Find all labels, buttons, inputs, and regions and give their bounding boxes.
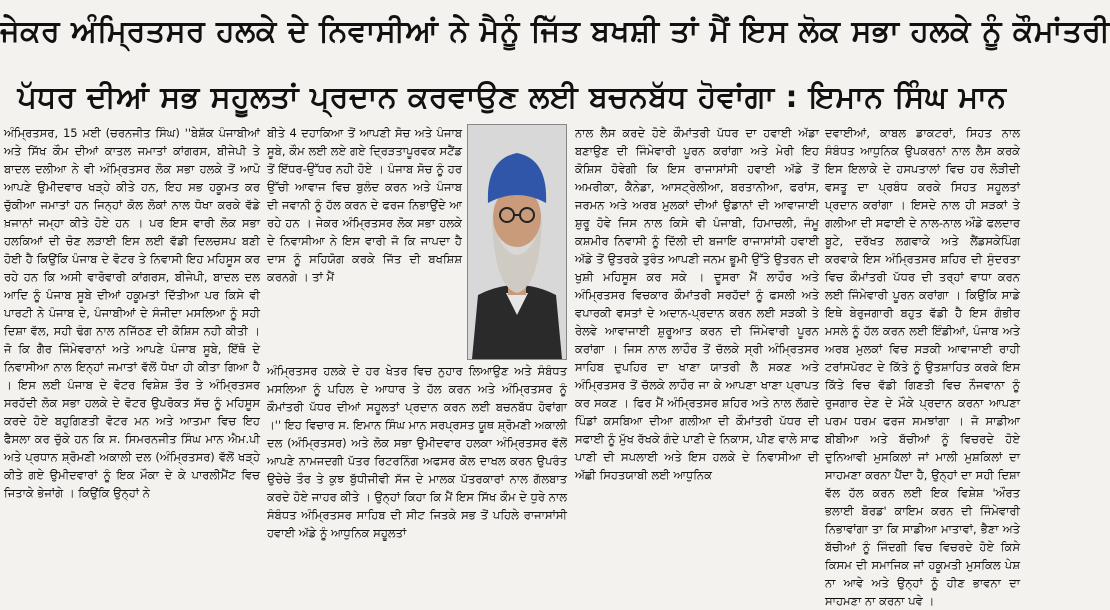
headline-line-2: ਪੱਧਰ ਦੀਆਂ ਸਭ ਸਹੂਲਤਾਂ ਪ੍ਰਦਾਨ ਕਰਵਾਉਣ ਲਈ ਬਚਨਬੱਧ ਹੋਵਾਂਗਾ : ਇਮਾਨ ਸਿੰਘ ਮਾਨ [17, 80, 1007, 115]
article-text-col4: ਦਵਾਈਆਂ, ਕਾਬਲ ਡਾਕਟਰਾਂ, ਸਿਹਤ ਨਾਲ ਸੰਬੰਧਤ ਆਧੁਨਿਕ ਉਪਕਰਨਾਂ ਨਾਲ ਲੈਸ ਕਰਕੇ ਇਸ ਇਲਾਕੇ ਦੇ ਹਸਪਤਾਲਾਂ ਵਿਚ ਹਰ ਲੋੜੀਦੀ ਵਸਤੂ ਦਾ ਪ੍ਰਬੰਧ ਕਰਕੇ ਸਿਹਤ ਸਹੂਲਤਾਂ ਪ੍ਰਦਾਨ ਕਰਾਂਗਾ । ਇਸਦੇ ਨਾਲ ਹੀ ਸੜਕਾਂ ਤੇ ਗਲੀਆ ਦੀ ਸਫਾਈ ਦੇ ਨਾਲ-ਨਾਲ ਔਡੇ ਫਲਦਾਰ ਬੂਟੇ, ਦਰੱਖਤ ਲਗਵਾਕੇ ਅਤੇ ਲੈਂਡਸਕੇਪਿੰਗ ਕਰਵਾਕੇ ਇਸ ਅੰਮ੍ਰਿਤਸਰ ਸ਼ਹਿਰ ਦੀ ਸੁੰਦਰਤਾ ਵਿਚ ਕੌਮਾਂਤਰੀ ਪੱਧਰ ਦੀ ਤਰ੍ਹਾਂ ਵਾਧਾ ਕਰਨ ਲਈ ਜਿੰਮੇਵਾਰੀ ਪੂਰਨ ਕਰਾਂਗਾ । ਕਿਉਂਕਿ ਸਾਡੇ ਇਥੇ ਬੇਰੁਜਗਾਰੀ ਬਹੁਤ ਵੱਡੀ ਹੈ ਇਸ ਗੰਭੀਰ ਮਸਲੇ ਨੂੰ ਹੱਲ ਕਰਨ ਲਈ ਇੰਡੀਆਂ, ਪੰਜਾਬ ਅਤੇ ਅਰਬ ਮੁਲਕਾਂ ਵਿਚ ਸੜਕੀ ਆਵਾਜਾਈ ਰਾਹੀ ਟਰਾਂਸਪੋਰਟ ਦੇ ਕਿੱਤੇ ਨੂੰ ਉਤਸ਼ਾਹਿਤ ਕਰਕੇ ਇਸ ਕਿੱਤੇ ਵਿਚ ਵੱਡੀ ਗਿਣਤੀ ਵਿਚ ਨੌਜਵਾਨਾ ਨੂੰ ਰੁਜਗਾਰ ਦੇਣ ਦੇ ਮੌਕੇ ਪ੍ਰਦਾਨ ਕਰਨਾ ਆਪਣਾ ਪਰਮ ਧਰਮ ਫਰਜ ਸਮਝਾਂਗਾ । ਜੋ ਸਾਡੀਆ ਬੀਬੀਆ ਅਤੇ ਬੱਚੀਆਂ ਨੂੰ ਵਿਚਰਦੇ ਹੋਏ ਦੁਨਿਆਵੀ ਮੁਸਕਿਲਾਂ ਜਾਂ ਮਾਲੀ ਮੁਸ਼ਕਿਲਾਂ ਦਾ ਸਾਹਮਣਾ ਕਰਨਾ ਪੈਂਦਾ ਹੈ, ਉਨ੍ਹਾਂ ਦਾ ਸਹੀ ਦਿਸ਼ਾ ਵੱਲ ਹੱਲ ਕਰਨ ਲਈ ਇਕ ਵਿਸ਼ੇਸ਼ 'ਔਰਤ ਭਲਾਈ ਬੋਰਡ' ਕਾਇਮ ਕਰਨ ਦੀ ਜਿੰਮੇਵਾਰੀ ਨਿਭਾਵਾਂਗਾ ਤਾ ਕਿ ਸਾਡੀਆ ਮਾਤਾਵਾਂ, ਭੈਣਾ ਅਤੇ ਬੱਚੀਆਂ ਨੂੰ ਜਿੰਦਗੀ ਵਿਚ ਵਿਚਰਦੇ ਹੋਏ ਕਿਸੇ ਕਿਸਮ ਦੀ ਸਮਾਜਿਕ ਜਾਂ ਹਕੂਮਤੀ ਮੁਸਕਿਲ ਪੇਸ਼ ਨਾ ਆਵੇ ਅਤੇ ਉਨ੍ਹਾਂ ਨੂੰ ਹੀਣ ਭਾਵਨਾ ਦਾ ਸਾਹਮਣਾ ਨਾ ਕਰਨਾ ਪਵੇ । [825, 126, 1020, 608]
article-text-col2b: ਅੰਮ੍ਰਿਤਸਰ ਹਲਕੇ ਦੇ ਹਰ ਖੇਤਰ ਵਿਚ ਨੁਹਾਰ ਲਿਆਉਣ ਅਤੇ ਸੰਬੰਧਤ ਮਸਲਿਆ ਨੂੰ ਪਹਿਲ ਦੇ ਆਧਾਰ ਤੇ ਹੱਲ ਕਰਨ ਅਤੇ ਅੰਮ੍ਰਿਤਸਰ ਨੂੰ ਕੌਮਾਂਤਰੀ ਪੱਧਰ ਦੀਆਂ ਸਹੂਲਤਾਂ ਪ੍ਰਦਾਨ ਕਰਨ ਲਈ ਬਚਨਬੱਧ ਹੋਵਾਂਗਾ ।'' ਇਹ ਵਿਚਾਰ ਸ. ਇਮਾਨ ਸਿੰਘ ਮਾਨ ਸਰਪ੍ਰਸਤ ਯੂਥ ਸ਼੍ਰੋਮਣੀ ਅਕਾਲੀ ਦਲ (ਅੰਮ੍ਰਿਤਸਰ) ਅਤੇ ਲੋਕ ਸਭਾ ਉਮੀਦਵਾਰ ਹਲਕਾ ਅੰਮ੍ਰਿਤਸਰ ਵੱਲੋਂ ਆਪਣੇ ਨਾਮਜਦਗੀ ਪੱਤਰ ਰਿਟਰਨਿੰਗ ਅਫਸਰ ਕੋਲ ਦਾਖਲ ਕਰਨ ਉਪਰੰਤ ਉਚੇਚੇ ਤੌਰ ਤੇ ਕੁਝ ਬੁੱਧੀਜੀਵੀ ਸੱਜ ਦੇ ਮਾਲਕ ਪੱਤਰਕਾਰਾਂ ਨਾਲ ਗੱਲਬਾਤ ਕਰਦੇ ਹੋਏ ਜਾਹਰ ਕੀਤੇ । ਉਨ੍ਹਾਂ ਕਿਹਾ ਕਿ ਮੈਂ ਇਸ ਸਿੱਖ ਕੌਮ ਦੇ ਧੁਰੇ ਨਾਲ ਸੰਬੰਧਤ ਅੰਮ੍ਰਿਤਸਰ ਸਾਹਿਬ ਦੀ ਸੀਟ ਜਿਤਕੇ ਸਭ ਤੋਂ ਪਹਿਲੇ ਰਾਜਾਸਾਂਸੀ ਹਵਾਈ ਅੱਡੇ ਨੂੰ ਆਧੁਨਿਕ ਸਹੂਲਤਾਂ [267, 364, 567, 540]
headline-line-1: ਜੇਕਰ ਅੰਮ੍ਰਿਤਸਰ ਹਲਕੇ ਦੇ ਨਿਵਾਸੀਆਂ ਨੇ ਮੈਨੂੰ ਜਿੱਤ ਬਖਸ਼ੀ ਤਾਂ ਮੈਂ ਇਸ ਲੋਕ ਸਭਾ ਹਲਕੇ ਨੂੰ ਕੌਮਾਂਤਰੀ [0, 14, 1110, 49]
portrait-illustration [468, 125, 566, 359]
portrait-photo [467, 124, 567, 360]
article-text-col3: ਨਾਲ ਲੈਸ ਕਰਦੇ ਹੋਏ ਕੌਮਾਂਤਰੀ ਪੱਧਰ ਦਾ ਹਵਾਈ ਅੱਡਾ ਬਣਾਉਣ ਦੀ ਜਿੰਮੇਵਾਰੀ ਪੂਰਨ ਕਰਾਂਗਾ ਅਤੇ ਮੇਰੀ ਇਹ ਕੋਸ਼ਿਸ ਹੋਵੇਗੀ ਕਿ ਇਸ ਰਾਜਾਸਾਂਸੀ ਹਵਾਈ ਅੱਡੇ ਤੋਂ ਅਮਰੀਕਾ, ਕੈਨੇਡਾ, ਆਸਟ੍ਰੇਲੀਆ, ਬਰਤਾਨੀਆ, ਫਰਾਂਸ, ਜਰਮਨ ਅਤੇ ਅਰਬ ਮੁਲਕਾਂ ਦੀਆਂ ਉਡਾਨਾਂ ਦੀ ਆਵਾਜਾਈ ਸ਼ੁਰੂ ਹੋਵੇ ਜਿਸ ਨਾਲ ਕਿਸੇ ਵੀ ਪੰਜਾਬੀ, ਹਿਮਾਚਲੀ, ਜੰਮੂ ਕਸ਼ਮੀਰ ਨਿਵਾਸੀ ਨੂੰ ਦਿੱਲੀ ਦੀ ਬਜਾਇ ਰਾਜਾਸਾਂਸੀ ਹਵਾਈ ਅੱਡੇ ਤੋਂ ਉਤਰਕੇ ਤੁਰੰਤ ਆਪਣੀ ਜਨਮ ਭੂਮੀ ਉੱਤੇ ਉਤਰਨ ਦੀ ਖੁਸ਼ੀ ਮਹਿਸੂਸ ਕਰ ਸਕੇ । ਦੂਸਰਾ ਮੈਂ ਲਾਹੌਰ ਅਤੇ ਅੰਮ੍ਰਿਤਸਰ ਵਿਚਕਾਰ ਕੌਮਾਂਤਰੀ ਸਰਹੱਦਾਂ ਨੂੰ ਫਸਲੀ ਅਤੇ ਵਪਾਰਕੀ ਵਸਤਾਂ ਦੇ ਅਦਾਨ-ਪ੍ਰਦਾਨ ਕਰਨ ਲਈ ਸੜਕੀ ਤੇ ਰੇਲਵੇ ਆਵਾਜਾਈ ਸ਼ੁਰੂਆਤ ਕਰਨ ਦੀ ਜਿੰਮੇਵਾਰੀ ਪੂਰਨ ਕਰਾਂਗਾ । ਜਿਸ ਨਾਲ ਲਾਹੌਰ ਤੋਂ ਚੱਲਕੇ ਸ੍ਰੀ ਅੰਮ੍ਰਿਤਸਰ ਸਾਹਿਬ ਦੁਪਹਿਰ ਦਾ ਖਾਣਾ ਯਾਤਰੀ ਲੈ ਸਕਣ ਅਤੇ ਅੰਮ੍ਰਿਤਸਰ ਤੋਂ ਚੱਲਕੇ ਲਾਹੌਰ ਜਾ ਕੇ ਆਪਣਾ ਖਾਣਾ ਪ੍ਰਾਪਤ ਕਰ ਸਕਣ । ਫਿਰ ਮੈਂ ਅੰਮ੍ਰਿਤਸਰ ਸ਼ਹਿਰ ਅਤੇ ਨਾਲ ਲੱਗਦੇ ਪਿੰਡਾਂ ਕਸਬਿਆ ਦੀਆ ਗਲੀਆ ਦੀ ਕੌਮਾਂਤਰੀ ਪੱਧਰ ਦੀ ਸਫਾਈ ਨੂੰ ਮੁੱਖ ਰੱਖਕੇ ਗੰਦੇ ਪਾਣੀ ਦੇ ਨਿਕਾਸ, ਪੀਣ ਵਾਲੇ ਸਾਫ ਪਾਣੀ ਦੀ ਸਪਲਾਈ ਅਤੇ ਇਸ ਹਲਕੇ ਦੇ ਨਿਵਾਸੀਆ ਦੀ ਅੱਛੀ ਸਿਹਤਯਾਬੀ ਲਈ ਆਧੁਨਿਕ [575, 126, 819, 482]
article-column-2 [267, 124, 462, 360]
article-text-col1: ਅੰਮ੍ਰਿਤਸਰ, 15 ਮਈ (ਚਰਨਜੀਤ ਸਿੰਘ) ''ਬੇਸ਼ੱਕ ਪੰਜਾਬੀਆਂ ਅਤੇ ਸਿੱਖ ਕੌਮ ਦੀਆਂ ਕਾਤਲ ਜਮਾਤਾਂ ਕਾਂਗਰਸ, ਬੀਜੇਪੀ ਤੇ ਬਾਦਲ ਦਲੀਆ ਨੇ ਵੀ ਅੰਮ੍ਰਿਤਸਰ ਲੋਕ ਸਭਾ ਹਲਕੇ ਤੋਂ ਆਪੋ ਆਪਣੇ ਉਮੀਦਵਾਰ ਖੜ੍ਹੇ ਕੀਤੇ ਹਨ, ਇਹ ਸਭ ਹਕੂਮਤ ਕਰ ਚੁੱਕੀਆ ਜਮਾਤਾਂ ਹਨ ਜਿਨ੍ਹਾਂ ਕੋਲ ਲੋਕਾਂ ਨਾਲ ਧੋਖਾ ਕਰਕੇ ਵੱਡੇ ਖ਼ਜਾਨਾਂ ਜਮ੍ਹਾ ਕੀਤੇ ਹੋਏ ਹਨ । ਪਰ ਇਸ ਵਾਰੀ ਲੋਕ ਸਭਾ ਹਲਕਿਆਂ ਦੀ ਚੋਣ ਲੜਾਈ ਇਸ ਲਈ ਵੱਡੀ ਦਿਲਚਸਪ ਬਣੀ ਹੋਈ ਹੈ ਕਿਉਂਕਿ ਪੰਜਾਬ ਦੇ ਵੋਟਰ ਤੇ ਨਿਵਾਸੀ ਇਹ ਮਹਿਸੂਸ ਕਰ ਰਹੇ ਹਨ ਕਿ ਅਸੀ ਵਾਰੋਵਾਰੀ ਕਾਂਗਰਸ, ਬੀਜੇਪੀ, ਬਾਦਲ ਦਲ ਆਦਿ ਨੂੰ ਪੰਜਾਬ ਸੂਬੇ ਦੀਆਂ ਹਕੂਮਤਾਂ ਦਿੱਤੀਆ ਪਰ ਕਿਸੇ ਵੀ ਪਾਰਟੀ ਨੇ ਪੰਜਾਬ ਦੇ, ਪੰਜਾਬੀਆਂ ਦੇ ਸੰਜੀਦਾ ਮਸਲਿਆ ਨੂੰ ਸਹੀ ਦਿਸ਼ਾ ਵੱਲ, ਸਹੀ ਢੰਗ ਨਾਲ ਨਜਿੱਠਣ ਦੀ ਕੋਸ਼ਿਸ ਨਹੀ ਕੀਤੀ । ਜੋ ਕਿ ਗੈਰ ਜਿੰਮੇਵਰਾਨਾਂ ਅਤੇ ਆਪਣੇ ਪੰਜਾਬ ਸੂਬੇ, ਇੱਥੋ ਦੇ ਨਿਵਾਸੀਆ ਨਾਲ ਇਨ੍ਹਾਂ ਜਮਾਤਾਂ ਵੱਲੋਂ ਧੋਖਾ ਹੀ ਕੀਤਾ ਗਿਆ ਹੈ । ਇਸ ਲਈ ਪੰਜਾਬ ਦੇ ਵੋਟਰ ਵਿਸ਼ੇਸ਼ ਤੌਰ ਤੇ ਅੰਮ੍ਰਿਤਸਰ ਸਰਹੱਦੀ ਲੋਕ ਸਭਾ ਹਲਕੇ ਦੇ ਵੋਟਰ ਉਪਰੋਕਤ ਸੱਚ ਨੂੰ ਮਹਿਸੂਸ ਕਰਦੇ ਹੋਏ ਬਹੁਗਿਣਤੀ ਵੋਟਰ ਮਨ ਅਤੇ ਆਤਮਾ ਵਿਚ ਇਹ ਫੈਸਲਾ ਕਰ ਚੁੱਕੇ ਹਨ ਕਿ ਸ. ਸਿਮਰਨਜੀਤ ਸਿੰਘ ਮਾਨ ਐਮ.ਪੀ ਅਤੇ ਪ੍ਰਧਾਨ ਸ਼੍ਰੋਮਣੀ ਅਕਾਲੀ ਦਲ (ਅੰਮ੍ਰਿਤਸਰ) ਵੱਲੋਂ ਖੜ੍ਹੇ ਕੀਤੇ ਗਏ ਉਮੀਦਵਾਰਾਂ ਨੂੰ ਇਕ ਮੌਕਾ ਦੇ ਕੇ ਪਾਰਲੀਮੈਂਟ ਵਿਚ ਜਿਤਾਕੇ ਭੇਜਾਂਗੇ । ਕਿਉਂਕਿ ਉਨ੍ਹਾਂ ਨੇ [4, 126, 260, 500]
article-column-3 [575, 124, 819, 556]
article-column-1 [4, 124, 260, 556]
article-text-col2: ਬੀਤੇ 4 ਦਹਾਕਿਆ ਤੋਂ ਆਪਣੀ ਸੋਚ ਅਤੇ ਪੰਜਾਬ ਸੂਬੇ, ਕੌਮ ਲਈ ਲਏ ਗਏ ਦ੍ਰਿੜਤਾਪੂਰਵਕ ਸਟੈਂਡ ਤੋਂ ਇੱਧਰ-ਉੱਧਰ ਨਹੀ ਹੋਏ । ਪੰਜਾਬ ਸੋਚ ਨੂੰ ਹਰ ਉੱਚੀ ਆਵਾਜ ਵਿਚ ਬੁਲੰਦ ਕਰਨ ਅਤੇ ਪੰਜਾਬ ਦੀ ਜਵਾਨੀ ਨੂੰ ਹੱਲ ਕਰਨ ਦੇ ਫਰਜ ਨਿਭਾਉਂਦੇ ਆ ਰਹੇ ਹਨ । ਜੇਕਰ ਅੰਮ੍ਰਿਤਸਰ ਲੋਕ ਸਭਾ ਹਲਕੇ ਦੇ ਨਿਵਾਸੀਆ ਨੇ ਇਸ ਵਾਰੀ ਜੋ ਕਿ ਜਾਪਦਾ ਹੈ ਦਾਸ ਨੂੰ ਸਹਿਯੋਗ ਕਰਕੇ ਜਿੱਤ ਦੀ ਬਖਸ਼ਿਸ਼ ਕਰਨਗੇ । ਤਾਂ ਮੈਂ [267, 126, 462, 284]
article-column-2-lower [267, 362, 567, 558]
article-column-4 [825, 124, 1020, 608]
